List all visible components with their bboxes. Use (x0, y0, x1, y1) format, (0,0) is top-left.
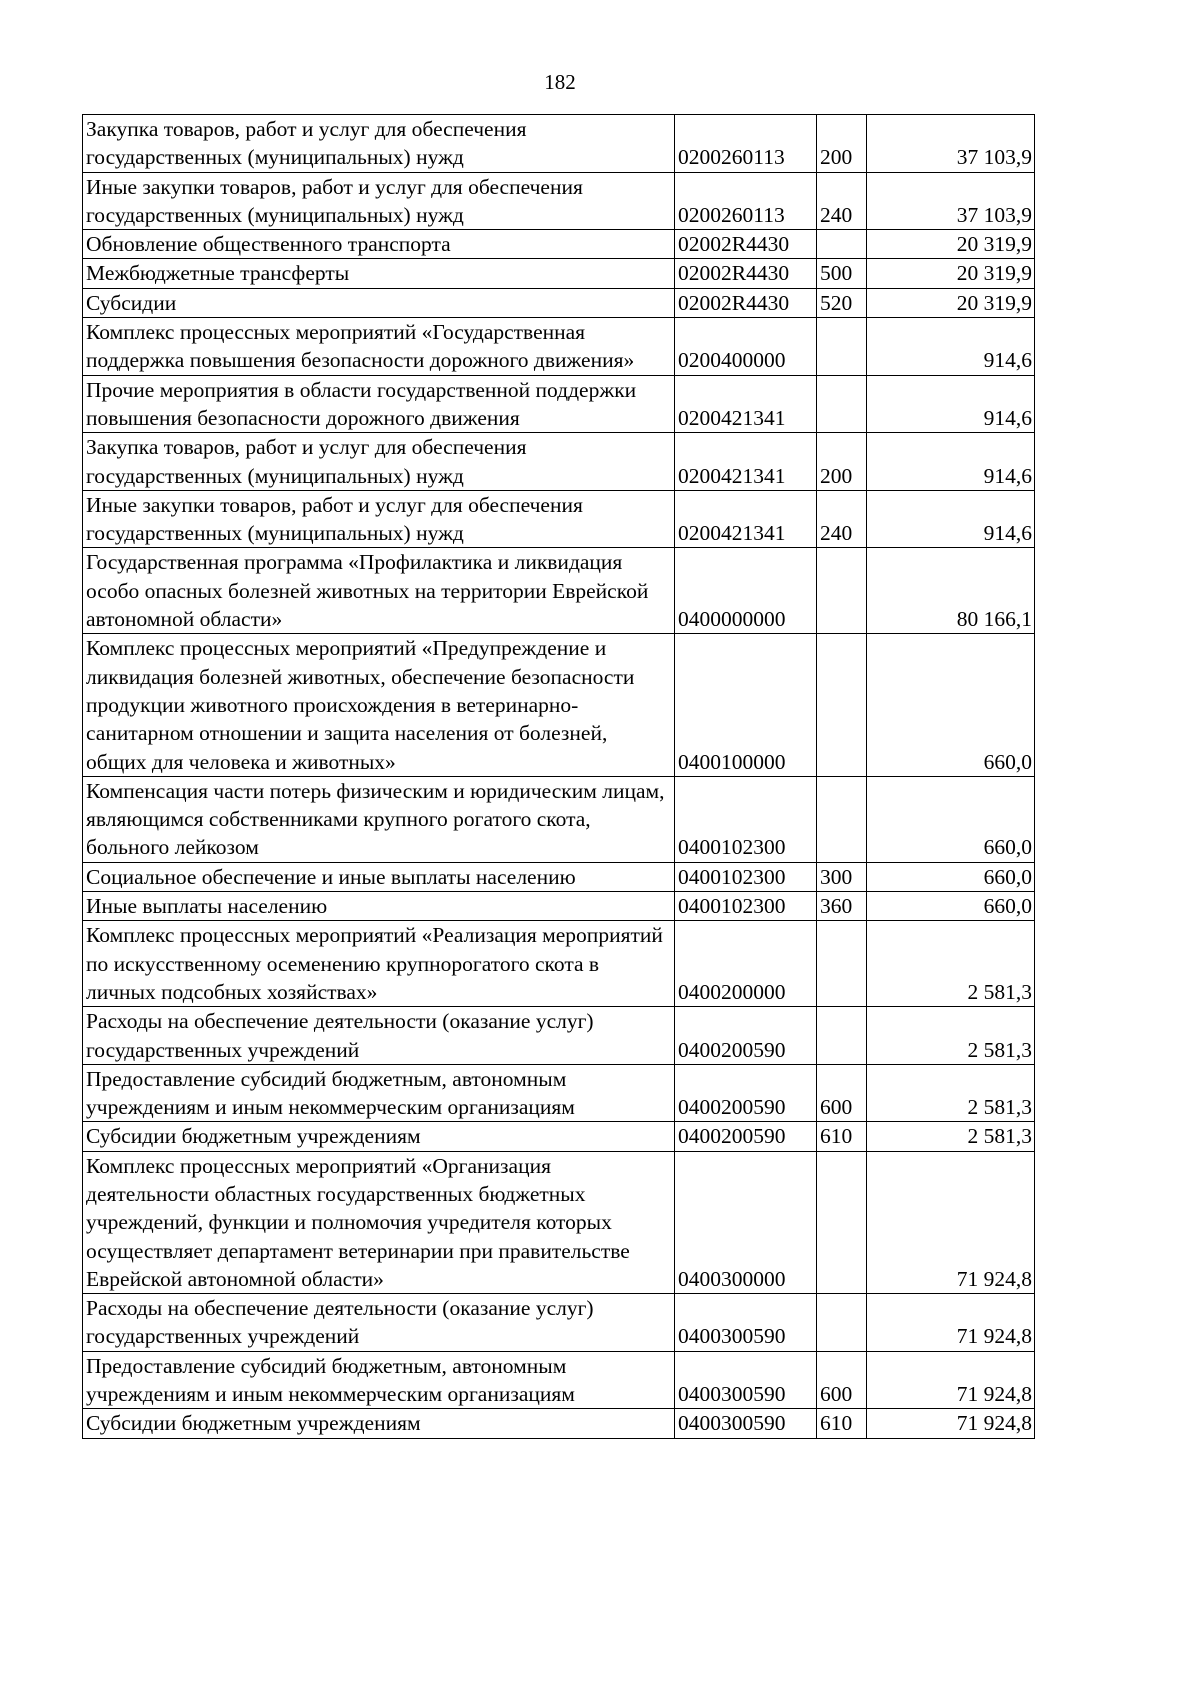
expense-type-code-cell (817, 634, 867, 776)
table-row (83, 1351, 1035, 1409)
target-article-code-cell: 0400102300 (675, 776, 817, 862)
amount-cell: 71 924,8 (867, 1294, 1035, 1352)
target-article-code-cell: 02002R4430 (675, 259, 817, 288)
expense-name-cell: Иные выплаты населению (83, 892, 675, 921)
target-article-code-cell: 0400200590 (675, 1007, 817, 1065)
amount-cell: 20 319,9 (867, 288, 1035, 317)
target-article-code-cell: 0400200590 (675, 1122, 817, 1151)
table-row (83, 375, 1035, 433)
expense-name-cell: Комплекс процессных мероприятий «Реализация мероприятий по искусственному осеменению крупнорогатого скота в личных подсобных хозяйствах» (83, 921, 675, 1007)
expense-name-cell: Комплекс процессных мероприятий «Государственная поддержка повышения безопасности дорожного движения» (83, 318, 675, 376)
target-article-code-cell: 0400000000 (675, 548, 817, 634)
target-article-code-cell: 0400200590 (675, 1064, 817, 1122)
expense-name-cell: Закупка товаров, работ и услуг для обеспечения государственных (муниципальных) нужд (83, 115, 675, 173)
table-row (83, 921, 1035, 1007)
expense-type-code-cell: 240 (817, 172, 867, 230)
table-row (83, 892, 1035, 921)
expense-type-code-cell: 200 (817, 433, 867, 491)
amount-cell: 914,6 (867, 490, 1035, 548)
amount-cell: 71 924,8 (867, 1351, 1035, 1409)
target-article-code-cell: 02002R4430 (675, 288, 817, 317)
expense-name-cell: Предоставление субсидий бюджетным, автономным учреждениям и иным некоммерческим организациям (83, 1064, 675, 1122)
expense-type-code-cell: 300 (817, 862, 867, 891)
table-row (83, 1409, 1035, 1438)
table-row (83, 433, 1035, 491)
amount-cell: 2 581,3 (867, 1122, 1035, 1151)
target-article-code-cell: 0200400000 (675, 318, 817, 376)
expense-name-cell: Социальное обеспечение и иные выплаты населению (83, 862, 675, 891)
expense-name-cell: Иные закупки товаров, работ и услуг для обеспечения государственных (муниципальных) нужд (83, 172, 675, 230)
expense-name-cell: Комплекс процессных мероприятий «Организация деятельности областных государственных бюджетных учреждений, функции и полномочия учредителя которых осуществляет департамент ветеринарии при правительстве Еврейской автономной области» (83, 1151, 675, 1293)
expense-type-code-cell (817, 318, 867, 376)
expense-name-cell: Субсидии бюджетным учреждениям (83, 1409, 675, 1438)
table-row (83, 1122, 1035, 1151)
expense-type-code-cell: 520 (817, 288, 867, 317)
expense-type-code-cell (817, 230, 867, 259)
expense-type-code-cell: 600 (817, 1351, 867, 1409)
table-row (83, 318, 1035, 376)
amount-cell: 660,0 (867, 776, 1035, 862)
expense-name-cell: Комплекс процессных мероприятий «Предупреждение и ликвидация болезней животных, обеспечение безопасности продукции животного происхождения в ветеринарно-санитарном отношении и защита населения от болезней, общих для человека и животных» (83, 634, 675, 776)
expense-type-code-cell (817, 375, 867, 433)
table-row (83, 490, 1035, 548)
expense-type-code-cell: 240 (817, 490, 867, 548)
amount-cell: 2 581,3 (867, 1064, 1035, 1122)
amount-cell: 71 924,8 (867, 1151, 1035, 1293)
amount-cell: 37 103,9 (867, 172, 1035, 230)
amount-cell: 20 319,9 (867, 259, 1035, 288)
budget-table-body (83, 115, 1035, 1439)
budget-table (82, 114, 1035, 1439)
amount-cell: 660,0 (867, 892, 1035, 921)
expense-name-cell: Обновление общественного транспорта (83, 230, 675, 259)
target-article-code-cell: 0400102300 (675, 862, 817, 891)
expense-type-code-cell (817, 921, 867, 1007)
expense-name-cell: Закупка товаров, работ и услуг для обеспечения государственных (муниципальных) нужд (83, 433, 675, 491)
target-article-code-cell: 0200260113 (675, 172, 817, 230)
amount-cell: 914,6 (867, 375, 1035, 433)
expense-name-cell: Предоставление субсидий бюджетным, автономным учреждениям и иным некоммерческим организациям (83, 1351, 675, 1409)
table-row (83, 115, 1035, 173)
expense-type-code-cell: 600 (817, 1064, 867, 1122)
target-article-code-cell: 0400300590 (675, 1409, 817, 1438)
table-row (83, 1064, 1035, 1122)
amount-cell: 660,0 (867, 634, 1035, 776)
amount-cell: 37 103,9 (867, 115, 1035, 173)
table-row (83, 1151, 1035, 1293)
expense-type-code-cell (817, 548, 867, 634)
amount-cell: 80 166,1 (867, 548, 1035, 634)
target-article-code-cell: 0400300590 (675, 1351, 817, 1409)
table-row (83, 548, 1035, 634)
expense-type-code-cell (817, 1294, 867, 1352)
table-row (83, 288, 1035, 317)
table-row (83, 776, 1035, 862)
target-article-code-cell: 0400300000 (675, 1151, 817, 1293)
expense-name-cell: Субсидии бюджетным учреждениям (83, 1122, 675, 1151)
amount-cell: 71 924,8 (867, 1409, 1035, 1438)
expense-name-cell: Межбюджетные трансферты (83, 259, 675, 288)
amount-cell: 2 581,3 (867, 921, 1035, 1007)
table-row (83, 634, 1035, 776)
target-article-code-cell: 0400102300 (675, 892, 817, 921)
expense-name-cell: Иные закупки товаров, работ и услуг для обеспечения государственных (муниципальных) нужд (83, 490, 675, 548)
expense-type-code-cell: 500 (817, 259, 867, 288)
target-article-code-cell: 0200421341 (675, 490, 817, 548)
expense-type-code-cell: 610 (817, 1122, 867, 1151)
expense-type-code-cell: 610 (817, 1409, 867, 1438)
expense-name-cell: Прочие мероприятия в области государственной поддержки повышения безопасности дорожного движения (83, 375, 675, 433)
table-row (83, 862, 1035, 891)
expense-name-cell: Субсидии (83, 288, 675, 317)
table-row (83, 259, 1035, 288)
expense-type-code-cell: 200 (817, 115, 867, 173)
table-row (83, 172, 1035, 230)
target-article-code-cell: 0200421341 (675, 375, 817, 433)
amount-cell: 2 581,3 (867, 1007, 1035, 1065)
page-number: 182 (544, 70, 576, 94)
amount-cell: 914,6 (867, 433, 1035, 491)
amount-cell: 660,0 (867, 862, 1035, 891)
amount-cell: 914,6 (867, 318, 1035, 376)
expense-type-code-cell (817, 1007, 867, 1065)
expense-name-cell: Расходы на обеспечение деятельности (оказание услуг) государственных учреждений (83, 1007, 675, 1065)
target-article-code-cell: 0200260113 (675, 115, 817, 173)
expense-name-cell: Расходы на обеспечение деятельности (оказание услуг) государственных учреждений (83, 1294, 675, 1352)
target-article-code-cell: 0400200000 (675, 921, 817, 1007)
target-article-code-cell: 02002R4430 (675, 230, 817, 259)
expense-name-cell: Государственная программа «Профилактика и ликвидация особо опасных болезней животных на территории Еврейской автономной области» (83, 548, 675, 634)
table-row (83, 1294, 1035, 1352)
table-row (83, 230, 1035, 259)
table-row (83, 1007, 1035, 1065)
expense-type-code-cell: 360 (817, 892, 867, 921)
target-article-code-cell: 0200421341 (675, 433, 817, 491)
expense-name-cell: Компенсация части потерь физическим и юридическим лицам, являющимся собственниками крупного рогатого скота, больного лейкозом (83, 776, 675, 862)
expense-type-code-cell (817, 1151, 867, 1293)
amount-cell: 20 319,9 (867, 230, 1035, 259)
target-article-code-cell: 0400300590 (675, 1294, 817, 1352)
expense-type-code-cell (817, 776, 867, 862)
target-article-code-cell: 0400100000 (675, 634, 817, 776)
